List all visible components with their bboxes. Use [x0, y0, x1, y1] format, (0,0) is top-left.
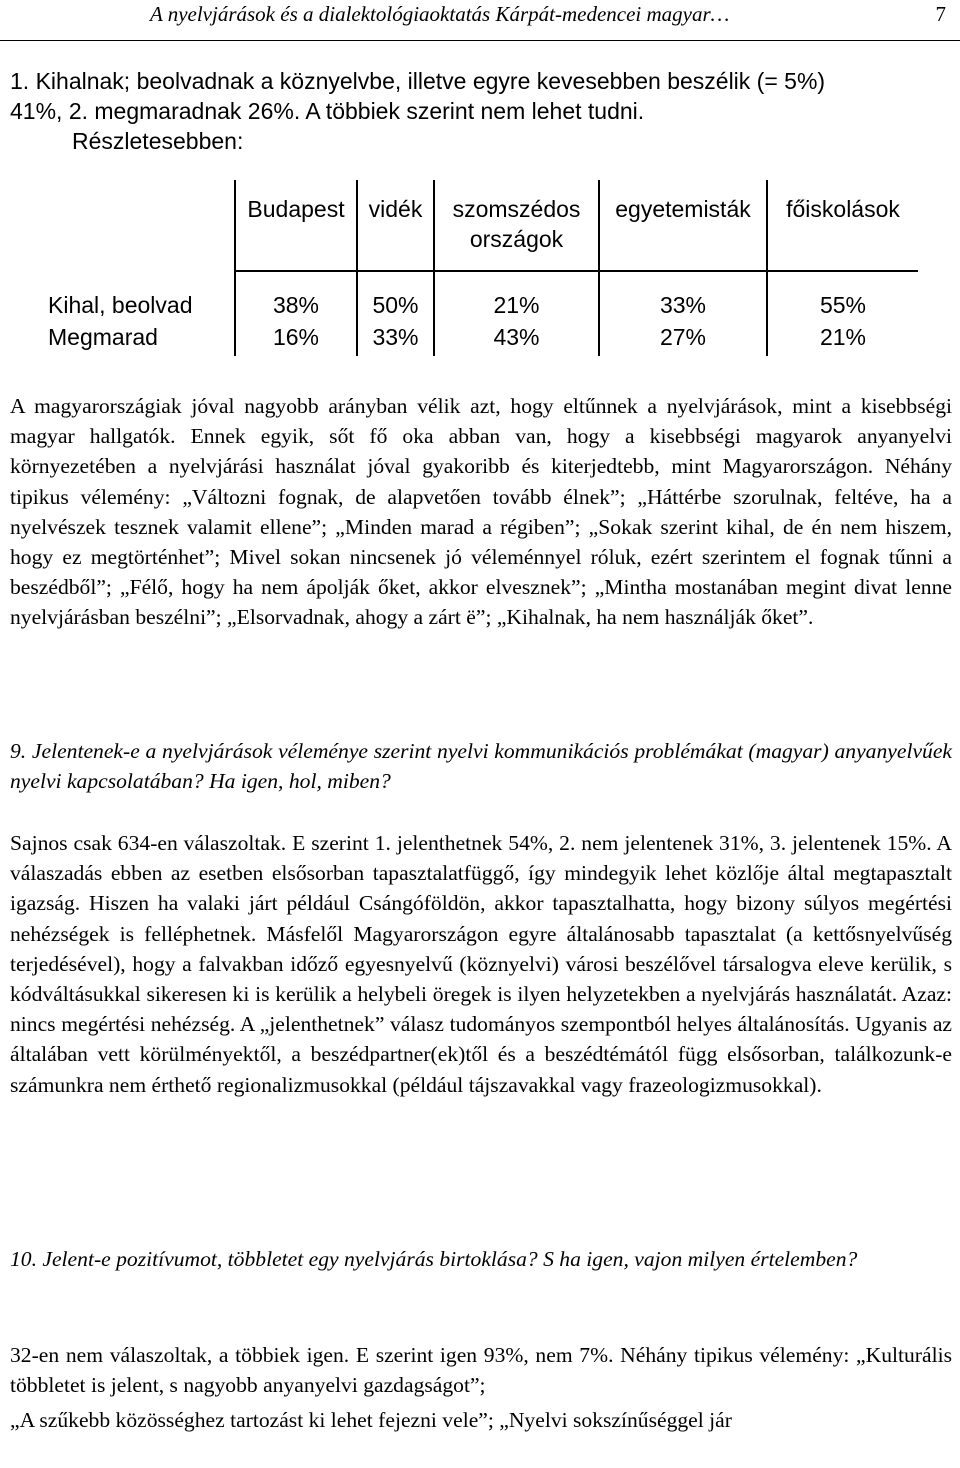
- column-header-line: országok: [469, 226, 564, 252]
- table-cell: 16%: [272, 324, 320, 350]
- column-header: [435, 194, 598, 254]
- results-table: [0, 180, 960, 360]
- table-cell: 33%: [372, 324, 419, 350]
- column-header-line: Budapest: [247, 196, 345, 222]
- row-label: Kihal, beolvad: [48, 292, 193, 318]
- body-paragraph: [10, 1340, 952, 1400]
- column-header-line: főiskolások: [786, 196, 900, 222]
- question-heading: [10, 1244, 952, 1274]
- intro-text: [10, 66, 950, 156]
- body-paragraph: [10, 1405, 952, 1435]
- page-header: [0, 0, 960, 41]
- intro-line: 41%, 2. megmaradnak 26%. A többiek szerint nem lehet tudni.: [10, 98, 645, 124]
- table-cell: 50%: [372, 292, 419, 318]
- question-text: 9. Jelentenek-e a nyelvjárások véleménye szerint nyelvi kommunikációs problémákat (magyar) anyanyelvűek nyelvi kapcsolatában? Ha igen, hol, miben?: [10, 739, 952, 794]
- paragraph-text: 32-en nem válaszoltak, a többiek igen. E szerint igen 93%, nem 7%. Néhány tipikus vélemény: „Kulturális többletet is jelent, s nagyobb anyanyelvi gazdagságot”;: [10, 1343, 952, 1398]
- question-text: 10. Jelent-e pozitívumot, többletet egy nyelvjárás birtoklása? S ha igen, vajon milyen értelemben?: [10, 1247, 858, 1271]
- column-header: [358, 194, 433, 224]
- row-label: Megmarad: [48, 324, 158, 350]
- intro-line: Részletesebben:: [72, 128, 244, 154]
- column-header: [236, 194, 356, 224]
- table-cell: 55%: [819, 292, 867, 318]
- table-cell: 21%: [493, 292, 540, 318]
- question-heading: [10, 736, 952, 796]
- table-cell: 43%: [493, 324, 540, 350]
- table-header-rule: [235, 270, 918, 272]
- table-cell: 21%: [819, 324, 867, 350]
- table-cell: 38%: [272, 292, 320, 318]
- intro-line: 1. Kihalnak; beolvadnak a köznyelvbe, illetve egyre kevesebben beszélik (= 5%): [10, 68, 826, 94]
- table-cell: 27%: [659, 324, 707, 350]
- body-paragraph: [10, 391, 952, 633]
- column-header: [768, 194, 918, 224]
- table-cell: 33%: [659, 292, 707, 318]
- paragraph-text: A magyarországiak jóval nagyobb arányban vélik azt, hogy eltűnnek a nyelvjárások, mint a kisebbségi magyar hallgatók. Ennek egyik, sőt fő oka abban van, hogy a kisebbségi magyarok anyanyelvi környezetében a nyelvjárási használat jóval gyakoribb és kiterjedtebb, mint Magyarországon. Néhány tipikus vélemény: „Változni fognak, de alapvetően tovább élnek”; „Háttérbe szorulnak, feltéve, ha a nyelvészek tesznek valamit ellene”; „Minden marad a régiben”; „Sokak szerint kihal, de én nem hiszem, hogy ez megtörténhet”; Mivel sokan nincsenek jó véleménnyel róluk, ezért szerintem el fognak tűnni a beszédből”; „Félő, hogy ha nem ápolják őket, akkor elvesznek”; „Mintha mostanában megint divat lenne nyelvjárásban beszélni”; „Elsorvadnak, ahogy a zárt ë”; „Kihalnak, ha nem használják őket”.: [10, 394, 952, 630]
- running-title: A nyelvjárások és a dialektológiaoktatás Kárpát-medencei magyar…: [150, 2, 730, 26]
- column-header-line: szomszédos: [452, 196, 581, 222]
- column-header-line: egyetemisták: [615, 196, 751, 222]
- body-paragraph: [10, 828, 952, 1100]
- page-number: 7: [935, 2, 946, 26]
- paragraph-text: „A szűkebb közösséghez tartozást ki lehet fejezni vele”; „Nyelvi sokszínűséggel jár: [10, 1408, 732, 1432]
- paragraph-text: Sajnos csak 634-en válaszoltak. E szerint 1. jelenthetnek 54%, 2. nem jelentenek 31%, 3. jelentenek 15%. A válaszadás ebben az esetben elsősorban tapasztalatfüggő, így mindegyik lehet közlője által megtapasztalt igazság. Hiszen ha valaki járt például Csángóföldön, akkor tapasztalhatta, hogy bizony súlyos megértési nehézségek is felléphetnek. Másfelől Magyarországon egyre általánosabb tapasztalat (a kettősnyelvűség terjedésével), hogy a falvakban időző egyesnyelvű (köznyelvi) városi beszélővel társalogva eleve kerülik, s kódváltásukkal sikeresen ki is kerülik a helybeli öregek is ilyen helyzetekben a nyelvjárás használatát. Azaz: nincs megértési nehézség. A „jelenthetnek” válasz tudományos szempontból helyes általánosítás. Ugyanis az általában vett körülményektől, a beszédpartner(ek)től és a beszédtémától függ elsősorban, találkozunk-e számunkra nem érthető regionalizmusokkal (például tájszavakkal vagy frazeologizmusokkal).: [10, 831, 952, 1097]
- column-header-line: vidék: [368, 196, 423, 222]
- column-header: [600, 194, 766, 224]
